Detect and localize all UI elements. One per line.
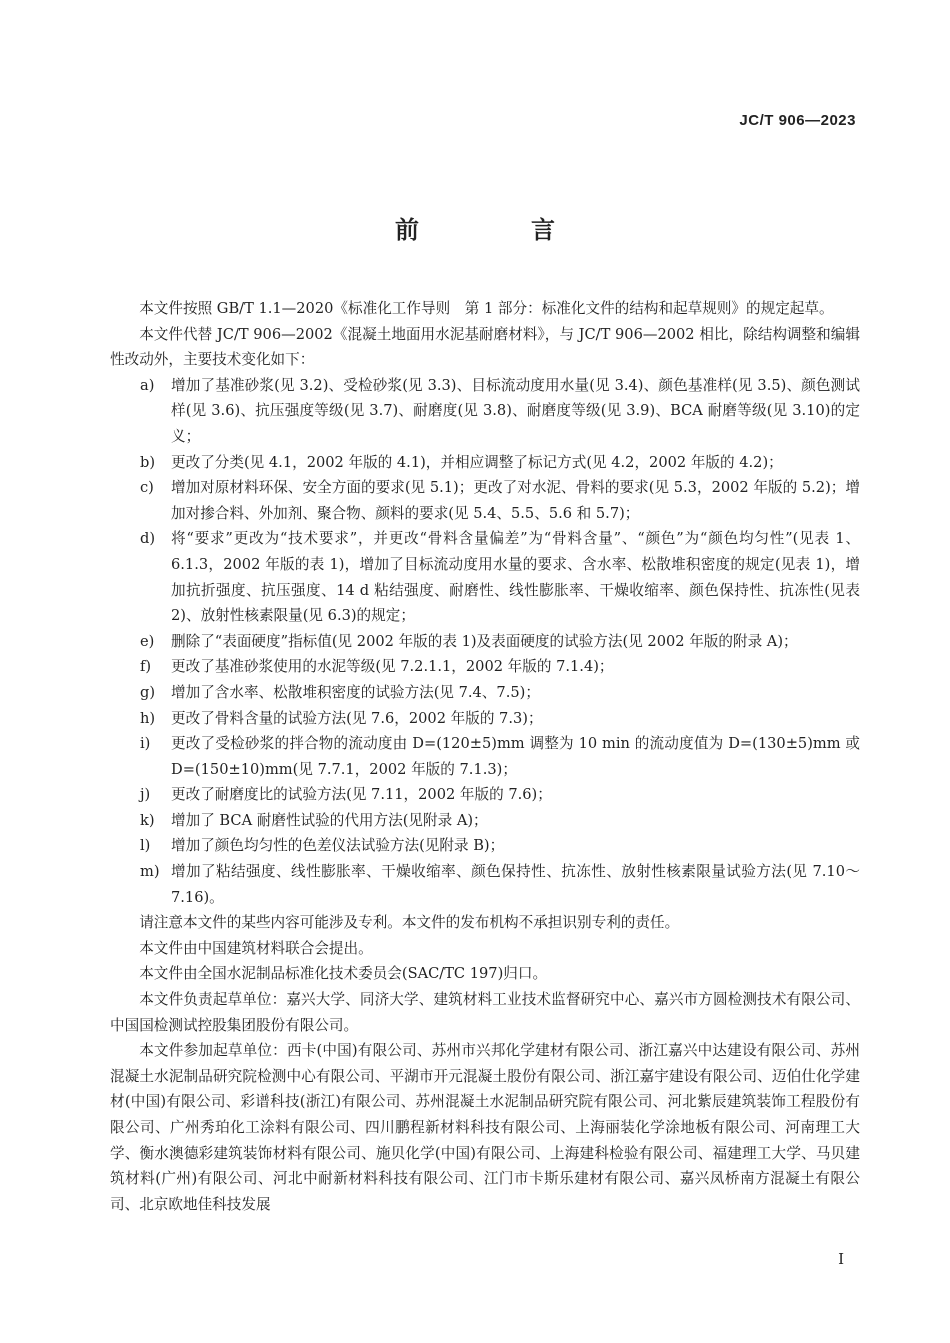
list-item <box>110 808 860 834</box>
list-item-text: 增加对原材料环保、安全方面的要求(见 5.1)；更改了对水泥、骨料的要求(见 5.3，2002 年版的 5.2)；增加对掺合料、外加剂、聚合物、颜料的要求(见 5.4、5.5、5.6 和 5.7)； <box>171 479 860 522</box>
list-item-label: m) <box>140 863 160 881</box>
list-item-label: j) <box>140 786 151 804</box>
paragraph-participating-drafters: 本文件参加起草单位：西卡(中国)有限公司、苏州市兴邦化学建材有限公司、浙江嘉兴中达建设有限公司、苏州混凝土水泥制品研究院检测中心有限公司、平湖市开元混凝土股份有限公司、浙江嘉宇建设有限公司、迈伯仕化学建材(中国)有限公司、彩谱科技(浙江)有限公司、苏州混凝土水泥制品研究院有限公司、河北紫辰建筑装饰工程股份有限公司、广州秀珀化工涂料有限公司、四川鹏程新材料科技有限公司、上海丽装化学涂地板有限公司、河南理工大学、衡水澳德彩建筑装饰材料有限公司、施贝化学(中国)有限公司、上海建科检验有限公司、福建理工大学、马贝建筑材料(广州)有限公司、河北中耐新材料科技有限公司、江门市卡斯乐建材有限公司、嘉兴凤桥南方混凝土有限公司、北京欧地佳科技发展 <box>110 1042 860 1213</box>
paragraph-committee: 本文件由全国水泥制品标准化技术委员会(SAC/TC 197)归口。 <box>139 965 548 983</box>
list-item <box>110 654 860 680</box>
list-item-text: 增加了基准砂浆(见 3.2)、受检砂浆(见 3.3)、目标流动度用水量(见 3.4)、颜色基准样(见 3.5)、颜色测试样(见 3.6)、抗压强度等级(见 3.7)、耐磨度(见 3.8)、耐磨度等级(见 3.9)、BCA 耐磨等级(见 3.10)的定义； <box>171 376 860 445</box>
list-item <box>110 475 860 526</box>
list-item <box>110 833 860 859</box>
list-item-label: e) <box>140 632 155 650</box>
paragraph-patent-notice: 请注意本文件的某些内容可能涉及专利。本文件的发布机构不承担识别专利的责任。 <box>139 914 680 932</box>
list-item-text: 更改了受检砂浆的拌合物的流动度由 D=(120±5)mm 调整为 10 min 的流动度值为 D=(130±5)mm 或 D=(150±10)mm(见 7.7.1，2002 年版的 7.1.3)； <box>171 735 860 778</box>
page-title: 前 言 <box>395 215 599 244</box>
list-item <box>110 526 860 628</box>
list-item <box>110 680 860 706</box>
list-item-text: 更改了分类(见 4.1，2002 年版的 4.1)，并相应调整了标记方式(见 4.2，2002 年版的 4.2)； <box>171 453 783 471</box>
list-item <box>110 373 860 450</box>
list-item-text: 增加了 BCA 耐磨性试验的代用方法(见附录 A)； <box>171 811 488 829</box>
list-item-text: 增加了粘结强度、线性膨胀率、干燥收缩率、颜色保持性、抗冻性、放射性核素限量试验方法(见 7.10～7.16)。 <box>171 863 860 906</box>
paragraph-drafting-basis: 本文件按照 GB/T 1.1—2020《标准化工作导则 第 1 部分：标准化文件的结构和起草规则》的规定起草。 <box>139 300 834 317</box>
list-item-label: g) <box>140 683 156 701</box>
standard-code: JC/T 906—2023 <box>739 112 856 129</box>
document-body <box>110 296 860 1217</box>
list-item-text: 更改了基准砂浆使用的水泥等级(见 7.2.1.1，2002 年版的 7.1.4)； <box>171 658 614 676</box>
list-item-label: k) <box>140 811 155 829</box>
list-item-label: d) <box>140 530 156 548</box>
list-item <box>110 782 860 808</box>
list-item-text: 增加了含水率、松散堆积密度的试验方法(见 7.4、7.5)； <box>171 683 540 701</box>
page-number: I <box>838 1250 844 1268</box>
list-item <box>110 629 860 655</box>
list-item-label: a) <box>140 376 155 394</box>
list-item-text: 删除了“表面硬度”指标值(见 2002 年版的表 1)及表面硬度的试验方法(见 2002 年版的附录 A)； <box>171 632 798 650</box>
list-item-text: 将“要求”更改为“技术要求”，并更改“骨料含量偏差”为“骨料含量”、“颜色”为“颜色均匀性”(见表 1、6.1.3，2002 年版的表 1)，增加了目标流动度用水量的要求、含水率、松散堆积密度的规定(见表 1)，增加抗折强度、抗压强度、14 d 粘结强度、耐磨性、线性膨胀率、干燥收缩率、颜色保持性、抗冻性(见表 2)、放射性核素限量(见 6.3)的规定； <box>171 530 860 625</box>
list-item-label: i) <box>140 735 151 753</box>
paragraph-proposer: 本文件由中国建筑材料联合会提出。 <box>139 939 373 957</box>
list-item-text: 更改了骨料含量的试验方法(见 7.6，2002 年版的 7.3)； <box>171 709 543 727</box>
list-item-label: c) <box>140 479 154 497</box>
list-item-text: 更改了耐磨度比的试验方法(见 7.11，2002 年版的 7.6)； <box>171 786 552 804</box>
list-item-text: 增加了颜色均匀性的色差仪法试验方法(见附录 B)； <box>171 837 505 855</box>
list-item <box>110 706 860 732</box>
list-item <box>110 450 860 476</box>
list-item-label: h) <box>140 709 156 727</box>
list-item <box>110 859 860 910</box>
list-item-label: f) <box>140 658 152 676</box>
list-item-label: l) <box>140 837 151 855</box>
list-item-label: b) <box>140 453 156 471</box>
paragraph-lead-drafters: 本文件负责起草单位：嘉兴大学、同济大学、建筑材料工业技术监督研究中心、嘉兴市方圆检测技术有限公司、中国国检测试控股集团股份有限公司。 <box>110 991 860 1034</box>
list-item <box>110 731 860 782</box>
paragraph-replacement: 本文件代替 JC/T 906—2002《混凝土地面用水泥基耐磨材料》，与 JC/T 906—2002 相比，除结构调整和编辑性改动外，主要技术变化如下： <box>110 325 860 369</box>
